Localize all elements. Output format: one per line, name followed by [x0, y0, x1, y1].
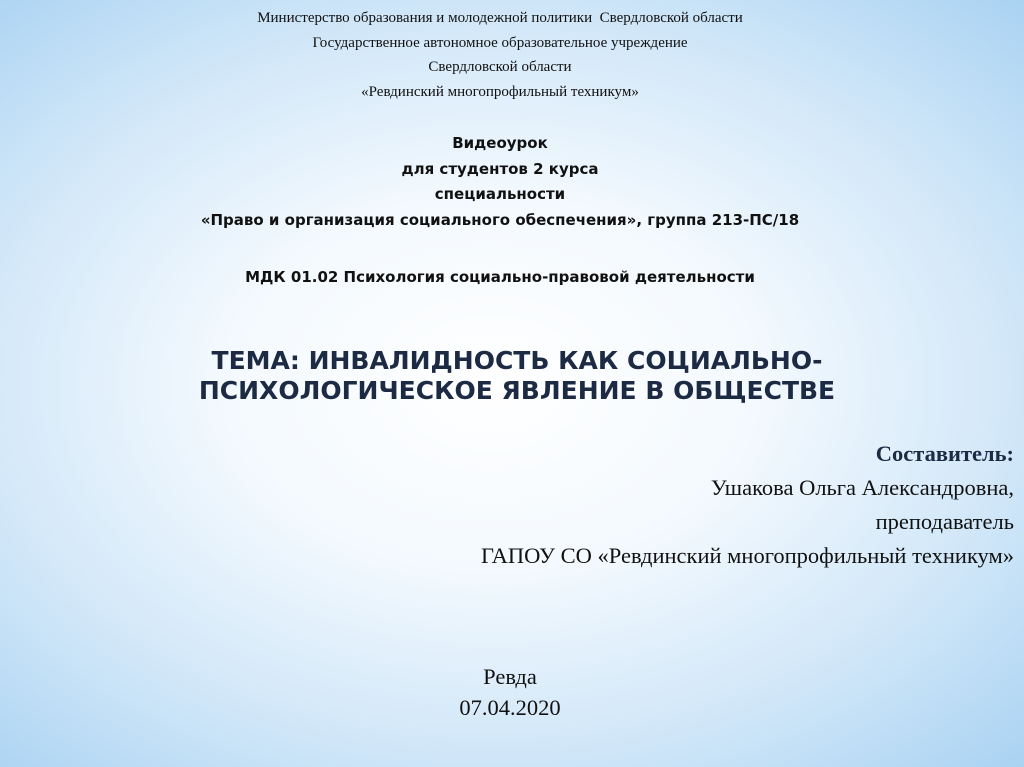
ministry-line: Министерство образования и молодежной политики Свердловской области [257, 10, 743, 26]
module-title: МДК 01.02 Психология социально-правовой деятельности [245, 268, 755, 286]
author-block [214, 437, 1014, 573]
footer [360, 661, 660, 723]
city: Ревда [483, 664, 537, 689]
lesson-type: Видеоурок [452, 134, 548, 152]
author-name: Ушакова Ольга Александровна, [710, 475, 1014, 500]
college-name-line: «Ревдинский многопрофильный техникум» [361, 83, 639, 100]
course-info [0, 131, 1000, 233]
specialty-label: специальности [434, 185, 566, 203]
author-label: Составитель: [875, 441, 1014, 466]
institution-type-line: Государственное автономное образовательное учреждение [312, 34, 688, 51]
author-organization: ГАПОУ СО «Ревдинский многопрофильный техникум» [481, 543, 1014, 568]
specialty-group: «Право и организация социального обеспечения», группа 213-ПС/18 [200, 210, 800, 229]
author-position: преподаватель [875, 509, 1014, 534]
lesson-topic [0, 346, 1024, 406]
institution-header [0, 6, 1000, 104]
region-line: Свердловской области [428, 59, 572, 75]
topic-line-2: ПСИХОЛОГИЧЕСКОЕ ЯВЛЕНИЕ В ОБЩЕСТВЕ [198, 376, 836, 405]
topic-line-1: ТЕМА: ИНВАЛИДНОСТЬ КАК СОЦИАЛЬНО- [211, 346, 823, 375]
audience: для студентов 2 курса [401, 159, 599, 178]
date: 07.04.2020 [459, 695, 561, 720]
